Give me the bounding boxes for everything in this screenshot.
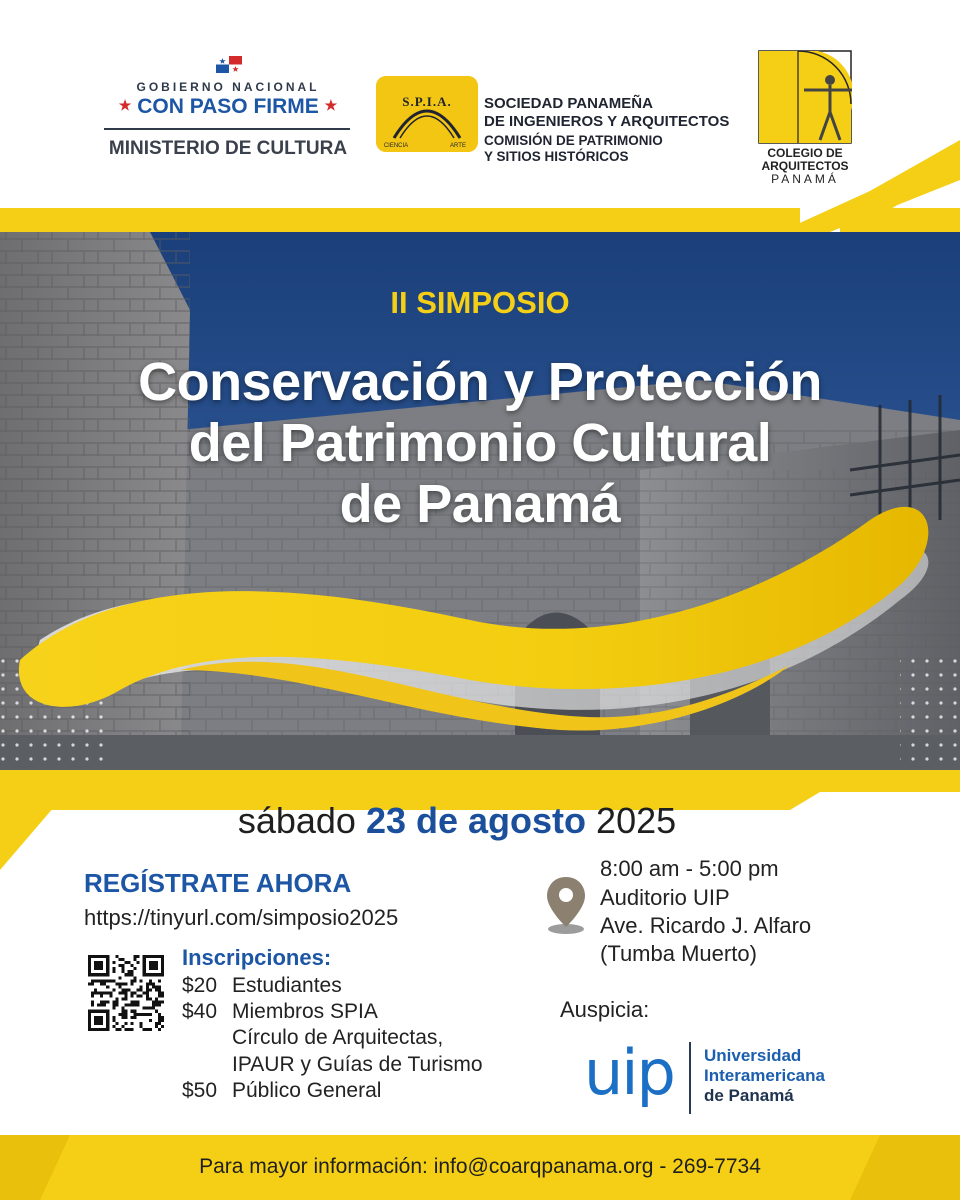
spia-logo-text: S.P.I.A.	[402, 94, 452, 109]
title-line3: de Panamá	[339, 474, 621, 534]
date-year: 2025	[596, 800, 677, 841]
spia-logo-left-text: CIENCIA	[383, 143, 409, 149]
register-now-heading: REGÍSTRATE AHORA	[84, 868, 352, 898]
uip-name-line2: Interamericana	[704, 1066, 825, 1085]
fee-extra-line1: Círculo de Arquitectas,	[232, 1026, 444, 1049]
ministerio-cultura-label: MINISTERIO DE CULTURA	[108, 138, 348, 159]
gobierno-nacional-label: GOBIERNO NACIONAL	[136, 80, 320, 94]
symposium-title	[40, 352, 920, 535]
colegio-arquitectos-label	[745, 147, 865, 186]
con-paso-firme-text: CON PASO FIRME	[137, 95, 319, 118]
star-icon: ★	[324, 97, 338, 113]
uip-name	[704, 1046, 825, 1106]
fee-row	[182, 1078, 381, 1104]
title-line1: Conservación y Protección	[138, 352, 822, 412]
colegio-line2: ARQUITECTOS	[761, 159, 849, 173]
star-icon: ★	[118, 97, 132, 113]
date-weekday: sábado	[237, 800, 356, 841]
fee-amount: $20	[182, 974, 218, 997]
spia-commission-line2: Y SITIOS HISTÓRICOS	[484, 149, 629, 164]
vitruvian-figure-icon	[758, 50, 852, 144]
event-time: 8:00 am - 5:00 pm	[600, 856, 779, 881]
colegio-line1: COLEGIO DE	[767, 146, 843, 160]
fee-extra-line2: IPAUR y Guías de Turismo	[232, 1053, 483, 1076]
spia-logo-right-text: ARTE	[450, 143, 466, 149]
con-paso-firme-label	[100, 95, 356, 119]
fee-row	[182, 973, 342, 999]
registration-link[interactable]: https://tinyurl.com/simposio2025	[84, 905, 399, 930]
fee-row	[182, 999, 378, 1025]
title-line2: del Patrimonio Cultural	[188, 413, 772, 473]
qr-code-icon[interactable]	[88, 955, 164, 1031]
event-venue: Auditorio UIP	[600, 885, 730, 910]
panama-flag-icon	[216, 56, 242, 73]
uip-name-line1: Universidad	[704, 1046, 802, 1065]
event-address-line1: Ave. Ricardo J. Alfaro	[600, 913, 812, 938]
uip-divider	[689, 1042, 691, 1114]
spia-commission-line1: COMISIÓN DE PATRIMONIO	[484, 133, 663, 148]
uip-logo-mark: uip	[584, 1036, 674, 1109]
date-day-month: 23 de agosto	[365, 800, 587, 841]
spia-name-line2: DE INGENIEROS Y ARQUITECTOS	[484, 113, 730, 130]
fee-amount: $40	[182, 1000, 218, 1023]
event-date	[0, 800, 914, 842]
divider	[104, 128, 350, 130]
fee-amount: $50	[182, 1079, 218, 1102]
sponsor-label: Auspicia:	[560, 997, 650, 1022]
uip-name-line3: de Panamá	[704, 1086, 794, 1105]
event-address-line2: (Tumba Muerto)	[600, 941, 757, 966]
spia-name	[484, 95, 729, 131]
fee-label: Público General	[232, 1079, 382, 1102]
fee-label: Estudiantes	[232, 974, 342, 997]
colegio-line3: PANAMÁ	[771, 172, 839, 186]
spia-name-line1: SOCIEDAD PANAMEÑA	[484, 95, 653, 112]
spia-commission	[484, 133, 663, 165]
fees-heading: Inscripciones:	[182, 945, 332, 970]
fee-label: Miembros SPIA	[232, 1000, 378, 1023]
symposium-kicker: II SIMPOSIO	[390, 285, 570, 320]
map-pin-icon	[544, 875, 588, 937]
contact-info: Para mayor información: info@coarqpanama.org - 269-7734	[199, 1155, 761, 1178]
spia-logo	[376, 76, 478, 152]
